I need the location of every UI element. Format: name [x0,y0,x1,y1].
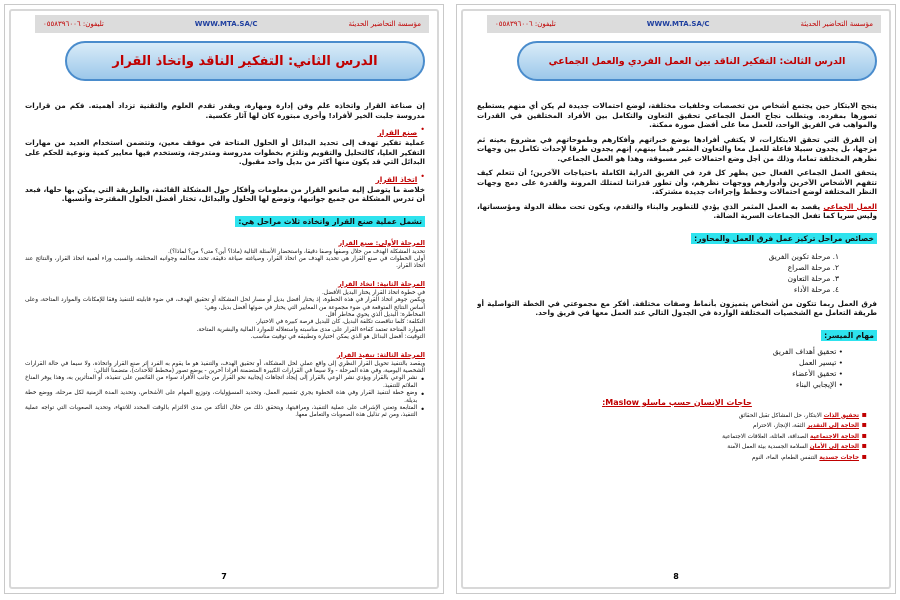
bullet-icon: • [420,125,425,134]
stage3-label: المرحلة الثالثة: تنفيذ القرار [336,350,425,359]
maslow-row [477,431,867,442]
header-website: WWW.MTA.SA/C [194,20,258,28]
intro-paragraph: إن صناعة القرار واتخاذه علم وفن إدارة ومهارة، ويقدر تقدم العلوم والتقنية تزداد أهميته. فكم من قرارات مدروسة جلبت الخير لأفراد! وأخرى مبتورة كان لها آثار عكسية. [25,101,425,120]
decision-taking-label: اتخاذ القرار [375,174,418,184]
header-phone: تليفون: ٠٥٥٨٣٩٦٠٠٦ [495,20,556,28]
paragraph: ينجح الابتكار حين يجتمع أشخاص من تخصصات وخلفيات مختلفة، لوضع احتمالات جديدة لم يكن أي منهم يستطيع تصورها بمفرده. ويتطلب نجاح العمل الجماعي تحقيق التعاون والتكامل بين الأفراد المختلفين في القدرات والمواهب في الفريق الواحد، للعمل معا على أفضل صورة ممكنة. [477,101,877,129]
bullet-icon: • [420,405,425,414]
stage3-bullet-text: نشر الوعي بالقرار ويؤدي نشر الوعي بالقرار إلى إيجاد اتجاهات إيجابية نحو القرار من جانب الأفراد سواء من القائمين على تنفيذه، أو المتأثرين به، وهذا يوفر المناخ الملائم للتنفيذ. [25,375,418,389]
paragraph: فرق العمل ربما تتكون من أشخاص يتميزون بأنماط وصفات مختلفة. أفكر مع مجموعتي في الخطة التواصلية أو طريقة التعامل مع الشخصيات المختلفة الواردة في الجدول التالي عند العمل معها في فريق واحد. [477,298,877,317]
stage2-line: التوقيت: أفضل البدائل هو الذي يمكن اختياره وتطبيقه في توقيت مناسب. [250,334,425,341]
tasks-list [477,346,843,390]
maslow-row [477,420,867,431]
maslow-value: الثقة، الإنجاز، الاحترام [752,423,806,430]
stage2-line: الموارد المتاحة تعتمد كفاءة القرار على مدى مناسبته واستغلاله للموارد المالية والبشرية المتاحة. [196,326,425,333]
page-header [487,15,881,33]
bullet-icon: • [420,390,425,400]
header-website: WWW.MTA.SA/C [646,20,710,28]
bullet-icon: ▪ [859,451,867,461]
maslow-title: حاجات الإنسان حسب ماسلو Maslow: [602,397,752,407]
maslow-row [477,441,867,452]
lesson-title: الدرس الثاني: التفكير الناقد واتخاذ القرار [112,53,378,69]
stage3-bullet [25,390,425,405]
maslow-key: الحاجة إلى التقدير [806,423,860,430]
list-item: ٤. مرحلة الأداء [793,284,839,294]
page-number: 7 [221,572,227,581]
stage3-bullet-text: المتابعة وتعني الإشراف على عملية التنفيذ، ومراقبتها، ويتحقق ذلك من خلال التأكد من مدى الالتزام بالوقت المحدد للانتهاء، وتحديد الصعوبات التي تواجه عملية التنفيذ، ومن ثم تذليل هذه الصعوبات والتعامل معها. [25,405,418,419]
page-right [456,4,896,594]
stage1-label: المرحلة الأولى: صنع القرار [338,238,425,247]
header-org: مؤسسة التحاضير الحديثة [348,20,421,28]
stages-heading: خصائص مراحل تركيز عمل فرق العمل والمحاور: [691,233,877,244]
lesson-body [477,101,877,565]
list-item: ٢. مرحلة الصراع [787,262,839,272]
lesson-title-banner [65,41,425,81]
list-item: ١. مرحلة تكوين الفريق [768,251,839,261]
list-item: ٣. مرحلة التعاون [787,273,839,283]
maslow-key: الحاجة الاجتماعية [810,433,860,440]
decision-making-text: عملية تفكير تهدف إلى تحديد البدائل أو الحلول المتاحة في موقف معين، وتتضمن استخدام العديد من مهارات التفكير العليا، كالتحليل والتقويم وتلتزم بخطوات مدروسة ومتدرجة، وتستخدم فيها معايير كمية ونوعية للحكم على البدائل التي قد يكون منها أكثر من بديل واحد مقبول. [25,138,425,166]
header-phone: تليفون: ٠٥٥٨٣٩٦٠٠٦ [43,20,104,28]
page-header [35,15,429,33]
stage2-line: ويكمن جوهر اتخاذ القرار في هذه الخطوة، إذ يختار أفضل بديل أو مسار لحل المشكلة أو تحقيق الهدف، في ضوء قابليته للتنفيذ وفقا للإمكانات والموارد المتاحة، وعلى أساس النتائج المتوقعة في ضوء مجموعة من المعايير التي يختار في ضوئها أفضل بديل، وهي: [25,297,425,311]
maslow-key: حاجات جسدية [819,454,860,461]
decision-making-item [25,125,425,138]
stage2-line: المخاطرة: البديل الذي يحوي مخاطر أقل. [325,311,425,318]
tasks-heading: مهام الميسر: [821,330,877,341]
maslow-value: السلامة الجسدية بيئة العمل الآمنة [727,444,808,451]
bullet-icon: ▪ [859,409,867,419]
bullet-icon: • [420,171,425,181]
maslow-row [477,410,867,421]
maslow-value: الصداقة، العائلة، العلاقات الاجتماعية [722,433,809,440]
maslow-value: الابتكار، حل المشاكل تقبل الحقائق [738,412,822,419]
bullet-icon: • [420,375,425,385]
decision-making-label: صنع القرار [377,128,418,137]
list-item: • تيسير العمل [477,357,843,368]
list-item: • تحقيق أهداف الفريق [477,346,843,357]
decision-taking-text: خلاصة ما يتوصل إليه صانعو القرار من معلومات وأفكار حول المشكلة القائمة، والطريقة التي يمكن بها حلها، فبعد أن تدرس المشكلة من جميع جوانبها، وتوضع لها الحلول والبدائل، تختار أفضل الحلول المقترحة وأنسبها. [25,184,425,203]
maslow-key: الحاجة إلى الأمان [809,444,860,451]
stage3-intro: ويقصد بالتنفيذ تحويل القرار النظري إلى واقع عملي لحل المشكلة، أو تحقيق الهدف، والتنفيذ هو ما يقوم به الفرد إثر صنع القرار واتخاذه، ولا سيما في حالة القرارات الشخصية اليومية، وفي هذه المرحلة - ولا سيما في القرارات الكبيرة المتضمنة أفرادا آخرين - يوضع تصور (مخطط للأحداث)، متضمنا التالي: [25,360,425,374]
bullet-icon: ▪ [859,420,867,430]
lesson-title: الدرس الثالث: التفكير الناقد بين العمل الفردي والعمل الجماعي [548,55,846,67]
page-number: 8 [673,572,679,581]
bullet-icon: ▪ [859,430,867,440]
stages-heading: تشمل عملية صنع القرار واتخاذه ثلاث مراحل هي: [235,216,425,227]
stage2-line: في خطوة اتخاذ القرار يختار البديل الأفضل. [321,289,425,296]
paragraph: إن الفرق التي تحقق الابتكارات، لا يكتفي أفرادها بوضع خبراتهم وأفكارهم وطموحاتهم في مشروع بعينه ثم مزجها، بل يجدون سبيلا فاعلة للعمل معا والتعاون المثمر فيما بينهم، إنهم يجدون طرقا لإحداث تكامل بين وجهات نظرهم المختلفة تماما، وذلك من أجل وضع احتمالات غير مسبوقة، وهذا هو العمل الجماعي. [477,134,877,163]
page-left [4,4,444,594]
maslow-value: التنفس الطعام، الماء، النوم [751,454,818,461]
list-item: • تحقيق الأعضاء [477,368,843,379]
stage3-bullet [25,405,425,420]
teamwork-label: العمل الجماعي [823,201,877,211]
stages-list [477,251,839,295]
maslow-key: تحقيق الذات [823,412,860,419]
stage3-bullet [25,375,425,390]
maslow-row [477,452,867,463]
list-item: • الإيجابي البناء [477,379,843,390]
lesson-title-banner [517,41,877,81]
header-org: مؤسسة التحاضير الحديثة [800,20,873,28]
stage2-label: المرحلة الثانية: اتخاذ القرار [337,279,425,288]
stage3-bullet-text: وضع خطة لتنفيذ القرار وفي هذه الخطوة يجري تقسيم العمل، وتحديد المسؤوليات، وتوزيع المهام على الأشخاص، وتحديد المدة الزمنية لكل مرحلة، ووضع خطة بديلة. [25,390,418,404]
lesson-body [25,101,425,565]
bullet-icon: ▪ [859,441,867,451]
stage1-line: أولى الخطوات في صنع القرار هي تحديد الهدف من اتخاذ القرار، وصياغته صياغة دقيقة، تحدد معالمه وجوانبه المختلفة، والسبب وراء أهمية اتخاذ القرار، والنتائج عند اتخاذ القرار. [25,255,425,270]
paragraph: يتحقق العمل الجماعي الفعال حين يظهر كل فرد في الفريق الدراية الكاملة باحتياجات الآخرين؛ أن تتعلم كيف تتفهم الأشخاص الآخرين وأدوارهم ووجهات نظرهم، وأن تطور قدراتنا لتمتلك المرونة والقدرة على دمج وجهات النظر المختلفة لوضع احتمالات وخطط وإجراءات جديدة مشتركة. [477,168,877,196]
stage2-line: التكلفة: كلما تناقصت تكلفة البديل، كان للبديل فرصة كبيرة في الاختيار. [255,319,425,326]
decision-taking-item [25,172,425,185]
stage1-line: تحديد المشكلة الهدف من خلال وصفها وصفا دقيقا، واستحضار الأسئلة التالية (ماذا؟ أين؟ متى؟ من؟ لماذا؟). [167,248,425,255]
teamwork-definition [477,202,877,221]
teamwork-text: يقصد به العمل المثمر الذي يؤدي للتطوير والبناء والتقدم، ويكون تحت مظلة الدولة ومؤسساتها، وليس سريا كما تفعل الجماعات السرية الضالة. [477,201,877,220]
